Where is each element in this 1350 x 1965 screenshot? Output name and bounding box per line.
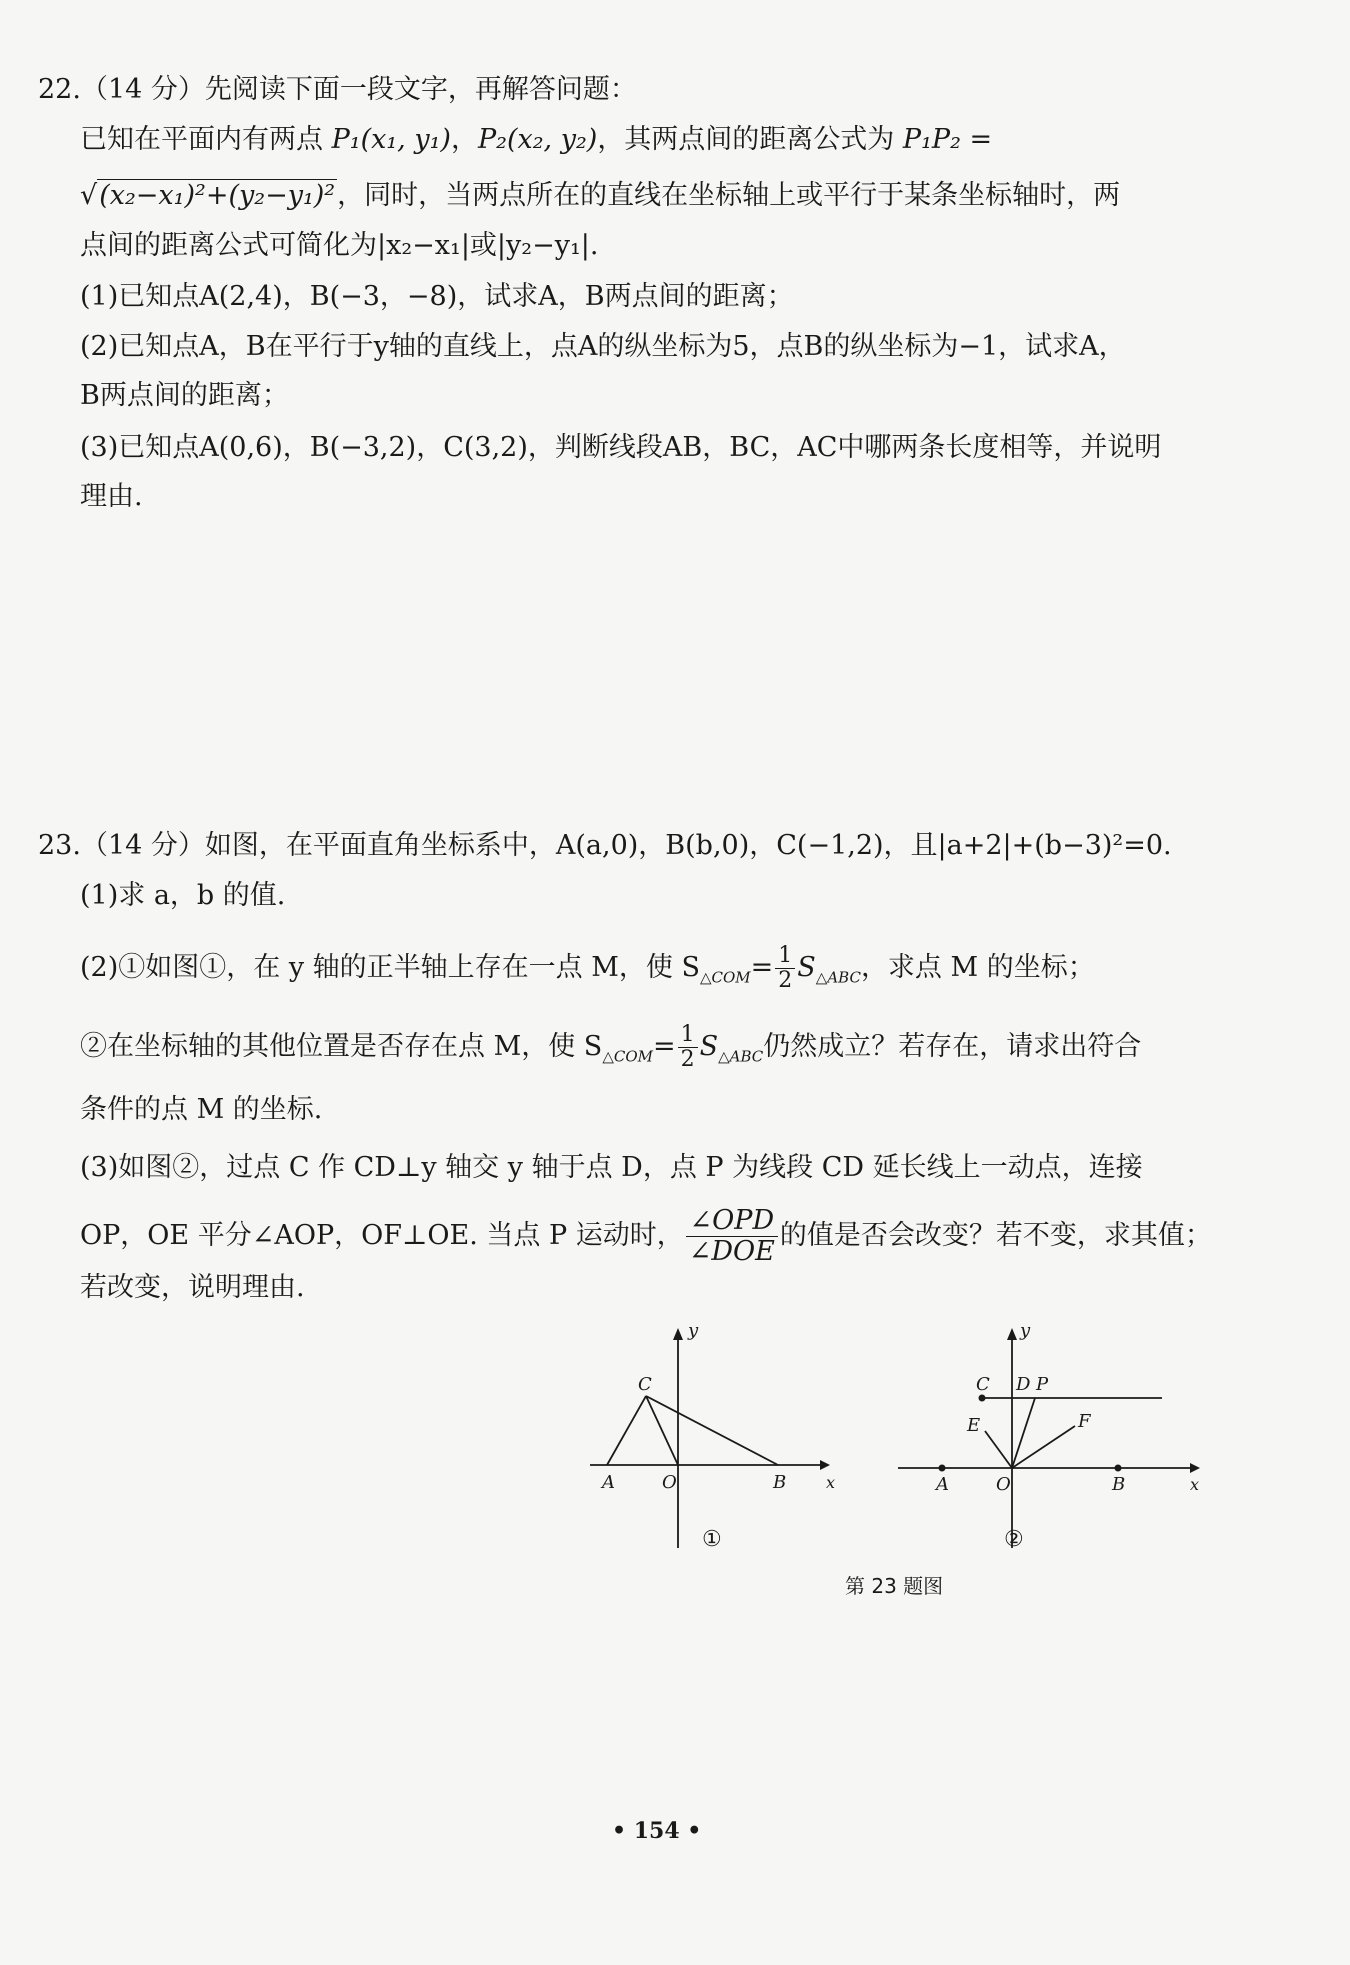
q23-part2-2-end: 仍然成立？若存在，请求出符合 — [763, 1031, 1142, 1062]
q22-intro-text2: ，其两点间的距离公式为 — [597, 124, 895, 155]
fraction-half — [775, 944, 795, 993]
fig1-label-b: B — [773, 1472, 787, 1493]
fig1-label-y: y — [688, 1320, 699, 1341]
fig2-label-b: B — [1112, 1474, 1126, 1495]
fig2-label-c: C — [976, 1374, 990, 1395]
fig1-number: ① — [702, 1527, 722, 1552]
q23-part2-2-text: ②在坐标轴的其他位置是否存在点 M，使 S — [80, 1031, 603, 1062]
sqrt-formula: √(x₂−x₁)²+(y₂−y₁)² — [80, 180, 336, 211]
fig2-label-p: P — [1036, 1374, 1049, 1395]
fig1-label-a: A — [602, 1472, 615, 1493]
q22-part1: (1)已知点A(2,4)，B(−3，−8)，试求A，B两点间的距离； — [80, 281, 794, 312]
subscript-abc-2: △ABC — [718, 1047, 764, 1066]
ratio-numerator: ∠OPD — [686, 1206, 778, 1237]
area-symbol: S — [797, 952, 816, 983]
fig1-segment-ac — [607, 1396, 646, 1465]
fig2-points — [939, 1395, 1122, 1472]
fig1-segment-co — [646, 1396, 678, 1465]
q22-intro-line2 — [80, 176, 1230, 216]
q22-part2-line2: B两点间的距离； — [80, 380, 289, 411]
q22-point-p1: P₁(x₁, y₁) — [331, 124, 451, 155]
fraction-half-2 — [678, 1023, 698, 1072]
fig2-label-d: D — [1016, 1374, 1031, 1395]
q23-header: 23.（14 分）如图，在平面直角坐标系中，A(a,0)，B(b,0)，C(−1,2)，且|a+2|+(b−3)²=0. — [38, 830, 1172, 861]
fig2-labels — [934, 1320, 1199, 1552]
figure-caption: 第 23 题图 — [845, 1574, 944, 1598]
q23-part3-line1: (3)如图②，过点 C 作 CD⊥y 轴交 y 轴于点 D，点 P 为线段 CD 延长线上一动点，连接 — [80, 1152, 1143, 1183]
q22-intro-text1: 已知在平面内有两点 — [80, 124, 323, 155]
fig2-y-arrow — [1007, 1328, 1017, 1340]
q22-p1p2: P₁P₂ = — [902, 124, 993, 155]
q22-header: 22.（14 分）先阅读下面一段文字，再解答问题： — [38, 74, 637, 105]
fig1-label-x: x — [826, 1473, 836, 1492]
fig2-point-a — [939, 1465, 946, 1472]
equals-sign: = — [750, 952, 774, 983]
q22-part3-line2: 理由. — [80, 481, 143, 512]
angle-ratio-fraction — [686, 1206, 778, 1267]
q22-intro-text3: ，同时，当两点所在的直线在坐标轴上或平行于某条坐标轴时，两 — [337, 180, 1121, 211]
figure-1 — [590, 1328, 830, 1548]
fig1-segment-cb — [646, 1396, 778, 1465]
area-symbol-2: S — [699, 1031, 719, 1062]
fig2-label-o: O — [996, 1474, 1011, 1495]
equals-sign-2: = — [652, 1031, 676, 1062]
fig2-point-c — [979, 1395, 986, 1402]
q23-part3-line3: 若改变，说明理由. — [80, 1272, 305, 1303]
fig2-x-arrow — [1190, 1463, 1200, 1473]
fraction-denominator: 2 — [778, 968, 793, 993]
fraction-numerator: 1 — [775, 944, 795, 969]
fig2-label-x: x — [1190, 1475, 1200, 1494]
fig1-x-arrow — [820, 1460, 830, 1470]
subscript-abc: △ABC — [815, 968, 861, 987]
q23-part3-text2: 的值是否会改变？若不变，求其值； — [779, 1220, 1212, 1251]
fig1-y-arrow — [673, 1328, 683, 1340]
fig2-ray-op — [1012, 1398, 1035, 1468]
q23-part2-1-text: (2)①如图①，在 y 轴的正半轴上存在一点 M，使 S — [80, 952, 700, 983]
q22-part3-line1: (3)已知点A(0,6)，B(−3,2)，C(3,2)，判断线段AB，BC，AC中哪两条长度相等，并说明 — [80, 432, 1162, 463]
fig2-ray-oe — [985, 1431, 1012, 1468]
q23-part3-text: OP，OE 平分∠AOP，OF⊥OE. 当点 P 运动时， — [80, 1220, 684, 1251]
fig2-label-y: y — [1020, 1320, 1031, 1341]
subscript-com: △COM — [699, 968, 751, 987]
page-number: • 154 • — [612, 1818, 702, 1844]
q22-distance-formula: (x₂−x₁)²+(y₂−y₁)² — [99, 180, 336, 211]
fig2-label-a: A — [936, 1474, 949, 1495]
q22-point-p2: P₂(x₂, y₂) — [477, 124, 598, 155]
q23-part2-1 — [80, 944, 1230, 997]
q22-intro-line1: 已知在平面内有两点 P₁(x₁, y₁)，P₂(x₂, y₂)，其两点间的距离公式为 P₁P₂ = — [80, 124, 993, 155]
fig2-label-e: E — [967, 1415, 981, 1436]
subscript-com-2: △COM — [602, 1047, 653, 1066]
figure-2 — [898, 1328, 1200, 1548]
fig2-point-b — [1115, 1465, 1122, 1472]
q22-intro-line3: 点间的距离公式可简化为|x₂−x₁|或|y₂−y₁|. — [80, 230, 599, 261]
fraction-numerator-2: 1 — [678, 1023, 698, 1048]
fig2-number: ② — [1004, 1527, 1024, 1552]
q23-part1: (1)求 a，b 的值. — [80, 880, 286, 911]
q22-part2-line1: (2)已知点A，B在平行于y轴的直线上，点A的纵坐标为5，点B的纵坐标为−1，试求A， — [80, 331, 1126, 362]
fraction-denominator-2: 2 — [680, 1047, 695, 1072]
q23-part2-1-end: ，求点 M 的坐标； — [860, 952, 1095, 983]
q23-part2-2 — [80, 1023, 1230, 1076]
fig1-label-c: C — [638, 1374, 652, 1395]
fig2-ray-of — [1012, 1426, 1075, 1468]
fig1-labels — [600, 1320, 835, 1552]
ratio-denominator: ∠DOE — [688, 1236, 775, 1267]
fig2-label-f: F — [1078, 1411, 1091, 1432]
q23-part2-2-line2: 条件的点 M 的坐标. — [80, 1094, 323, 1125]
q23-part3-line2 — [80, 1206, 1230, 1267]
fig1-label-o: O — [662, 1472, 677, 1493]
